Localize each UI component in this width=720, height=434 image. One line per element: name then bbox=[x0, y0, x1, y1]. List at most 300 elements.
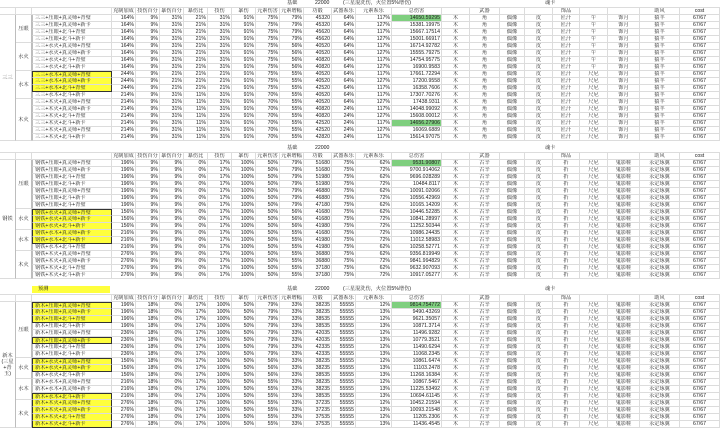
cell-combo-name[interactable]: 钢铁+水木+北斗+青璧 bbox=[32, 244, 112, 251]
cell-combo-name[interactable]: 新木+压眼+真灵师+新卡 bbox=[32, 337, 112, 344]
cell-value[interactable]: 17% bbox=[208, 181, 232, 188]
cell-value[interactable]: 55% bbox=[256, 414, 280, 421]
cell-equipment[interactable]: 鬼影鞋 bbox=[608, 302, 640, 309]
cell-value[interactable]: 24% bbox=[332, 113, 356, 120]
cell-value[interactable]: 31% bbox=[160, 113, 184, 120]
cell-equipment[interactable]: 猿羊 bbox=[640, 134, 680, 141]
cell-total-damage[interactable]: 11068.2345 bbox=[392, 351, 442, 358]
cell-value[interactable]: 12% bbox=[356, 316, 392, 323]
header-cell[interactable] bbox=[580, 152, 608, 160]
cell-value[interactable]: 17% bbox=[208, 258, 232, 265]
cell-combo-name[interactable]: 新木+水火+北斗+新卡 bbox=[32, 372, 112, 379]
group-label[interactable]: 钢铁 bbox=[0, 160, 16, 279]
cell-value[interactable]: 31% bbox=[208, 36, 232, 43]
cell-value[interactable]: 31% bbox=[160, 22, 184, 29]
cell-combo-name[interactable]: 三三+水木+真灵师+新卡 bbox=[32, 78, 112, 85]
cell-value[interactable]: 9% bbox=[160, 167, 184, 174]
cell-total-damage[interactable]: 10556.42969 bbox=[392, 195, 442, 202]
header-cell[interactable] bbox=[500, 294, 525, 302]
cell-value[interactable]: 18% bbox=[136, 337, 160, 344]
cell-equipment[interactable]: 角 bbox=[470, 99, 500, 106]
cell-value[interactable]: 62% bbox=[356, 209, 392, 216]
cell-equipment[interactable]: 折 bbox=[553, 160, 580, 167]
cell-value[interactable]: 127% bbox=[356, 50, 392, 57]
cell-equipment[interactable]: 木 bbox=[442, 64, 470, 71]
cell-total-damage[interactable]: 14650.59295 bbox=[392, 15, 442, 22]
cell-value[interactable]: 100% bbox=[232, 181, 256, 188]
cell-equipment[interactable]: 饰月 bbox=[608, 36, 640, 43]
cell-equipment[interactable]: 饰月 bbox=[608, 120, 640, 127]
cell-value[interactable]: 56% bbox=[256, 365, 280, 372]
cell-value[interactable]: 64% bbox=[332, 71, 356, 78]
cell-value[interactable]: 117% bbox=[356, 15, 392, 22]
cell-value[interactable]: 79% bbox=[280, 174, 304, 181]
cell-value[interactable]: 50% bbox=[256, 195, 280, 202]
cell-equipment[interactable]: 皮 bbox=[525, 372, 553, 379]
cell-equipment[interactable]: 折 bbox=[553, 407, 580, 414]
cell-equipment[interactable]: 67/67 bbox=[680, 92, 720, 99]
cell-equipment[interactable]: 67/67 bbox=[680, 316, 720, 323]
header-cell-empty[interactable] bbox=[16, 294, 32, 302]
cell-value[interactable]: 75% bbox=[332, 174, 356, 181]
cell-equipment[interactable]: 木 bbox=[442, 337, 470, 344]
cell-value[interactable]: 17% bbox=[184, 351, 208, 358]
cell-value[interactable]: 51980 bbox=[304, 174, 332, 181]
cell-value[interactable]: 196% bbox=[112, 181, 136, 188]
header-cell[interactable]: 武器 bbox=[470, 294, 500, 302]
cell-value[interactable]: 17% bbox=[184, 365, 208, 372]
cell-combo-name[interactable]: 三三+木火+真灵师+新卡 bbox=[32, 106, 112, 113]
cell-value[interactable]: 196% bbox=[112, 188, 136, 195]
info-note[interactable]: (三星混洗伤，火位置5%增伤) bbox=[343, 0, 412, 6]
cell-value[interactable]: 196% bbox=[112, 160, 136, 167]
cell-value[interactable]: 100% bbox=[232, 265, 256, 272]
cell-value[interactable]: 17% bbox=[208, 272, 232, 279]
cell-equipment[interactable]: 皮 bbox=[525, 407, 553, 414]
cell-equipment[interactable]: 折 bbox=[553, 344, 580, 351]
cell-value[interactable]: 100% bbox=[232, 230, 256, 237]
cell-value[interactable]: 9% bbox=[136, 106, 160, 113]
cell-value[interactable]: 276% bbox=[112, 407, 136, 414]
cell-value[interactable]: 117% bbox=[356, 57, 392, 64]
cell-equipment[interactable]: 67/67 bbox=[680, 71, 720, 78]
cell-total-damage[interactable]: 16714.92782 bbox=[392, 43, 442, 50]
cell-equipment[interactable]: 鬼影鞋 bbox=[608, 323, 640, 330]
cell-value[interactable]: 50% bbox=[256, 167, 280, 174]
cell-equipment[interactable]: 永定琢翼 bbox=[640, 251, 680, 258]
cell-value[interactable]: 216% bbox=[112, 230, 136, 237]
cell-value[interactable]: 75% bbox=[332, 195, 356, 202]
cell-value[interactable]: 62% bbox=[356, 244, 392, 251]
cell-value[interactable]: 17% bbox=[208, 216, 232, 223]
cell-value[interactable]: 276% bbox=[112, 272, 136, 279]
cell-value[interactable]: 55555 bbox=[332, 309, 356, 316]
cell-equipment[interactable]: 饰月 bbox=[608, 134, 640, 141]
cell-equipment[interactable]: 皮 bbox=[525, 134, 553, 141]
cell-value[interactable]: 91% bbox=[232, 113, 256, 120]
cell-value[interactable]: 50% bbox=[256, 216, 280, 223]
cell-value[interactable]: 56% bbox=[256, 372, 280, 379]
cell-equipment[interactable]: 角 bbox=[470, 106, 500, 113]
cell-value[interactable]: 42520 bbox=[304, 120, 332, 127]
cell-equipment[interactable]: 尺尼 bbox=[580, 209, 608, 216]
cell-equipment[interactable]: 鬼影鞋 bbox=[608, 251, 640, 258]
cell-equipment[interactable]: 折 bbox=[553, 265, 580, 272]
cell-total-damage[interactable]: 10694.61145 bbox=[392, 393, 442, 400]
cell-value[interactable]: 62% bbox=[356, 174, 392, 181]
cell-value[interactable]: 236% bbox=[112, 351, 136, 358]
cell-value[interactable]: 50% bbox=[232, 414, 256, 421]
cell-value[interactable]: 21% bbox=[184, 36, 208, 43]
cell-equipment[interactable]: 鬼影鞋 bbox=[608, 230, 640, 237]
cell-equipment[interactable]: 永定琢翼 bbox=[640, 309, 680, 316]
cell-value[interactable]: 91% bbox=[232, 64, 256, 71]
cell-value[interactable]: 100% bbox=[208, 421, 232, 428]
header-cell[interactable]: 饰品 bbox=[553, 7, 580, 15]
cell-value[interactable]: 55% bbox=[280, 258, 304, 265]
cell-combo-name[interactable]: 新木+水木+北斗+新卡 bbox=[32, 393, 112, 400]
cell-equipment[interactable]: 角 bbox=[470, 120, 500, 127]
cell-equipment[interactable]: 饰月 bbox=[608, 64, 640, 71]
cell-value[interactable]: 40520 bbox=[304, 99, 332, 106]
cell-value[interactable]: 9% bbox=[160, 195, 184, 202]
cell-equipment[interactable]: 午 bbox=[580, 29, 608, 36]
cell-equipment[interactable]: 木 bbox=[442, 216, 470, 223]
cell-equipment[interactable]: 偶像 bbox=[500, 393, 525, 400]
cell-value[interactable]: 127% bbox=[356, 113, 392, 120]
cell-equipment[interactable]: 鬼影鞋 bbox=[608, 223, 640, 230]
cell-equipment[interactable]: 鬼影鞋 bbox=[608, 400, 640, 407]
cell-value[interactable]: 9% bbox=[136, 244, 160, 251]
cell-value[interactable]: 41680 bbox=[304, 230, 332, 237]
cell-value[interactable]: 62% bbox=[356, 251, 392, 258]
header-cell[interactable]: 元素伤害 bbox=[256, 7, 280, 15]
cell-equipment[interactable]: 折 bbox=[553, 251, 580, 258]
cell-equipment[interactable]: 尺尼 bbox=[580, 216, 608, 223]
cell-equipment[interactable]: 角 bbox=[470, 57, 500, 64]
cell-value[interactable]: 11% bbox=[184, 120, 208, 127]
cell-value[interactable]: 31% bbox=[208, 50, 232, 57]
cell-equipment[interactable]: 偶像 bbox=[500, 92, 525, 99]
sub-group-label[interactable]: 木火 bbox=[16, 99, 32, 141]
cell-value[interactable]: 164% bbox=[112, 50, 136, 57]
cell-equipment[interactable]: 永定琢翼 bbox=[640, 379, 680, 386]
cell-value[interactable]: 18% bbox=[136, 302, 160, 309]
cell-equipment[interactable]: 67/67 bbox=[680, 99, 720, 106]
cell-value[interactable]: 42035 bbox=[304, 337, 332, 344]
cell-value[interactable]: 17% bbox=[184, 337, 208, 344]
cell-value[interactable]: 42520 bbox=[304, 127, 332, 134]
cell-equipment[interactable]: 偶像 bbox=[500, 400, 525, 407]
cell-value[interactable]: 214% bbox=[112, 134, 136, 141]
cell-equipment[interactable]: 木 bbox=[442, 309, 470, 316]
cell-equipment[interactable]: 67/67 bbox=[680, 330, 720, 337]
sub-group-label[interactable]: 木火 bbox=[16, 400, 32, 428]
cell-equipment[interactable]: 古辛 bbox=[470, 181, 500, 188]
cell-value[interactable]: 196% bbox=[112, 302, 136, 309]
cell-equipment[interactable]: 皮 bbox=[525, 272, 553, 279]
cell-equipment[interactable]: 偶像 bbox=[500, 244, 525, 251]
cell-total-damage[interactable]: 9621.35057 bbox=[392, 316, 442, 323]
cell-equipment[interactable]: 尺尼 bbox=[580, 188, 608, 195]
cell-combo-name[interactable]: 三三+水火+北斗+新卡 bbox=[32, 64, 112, 71]
cell-value[interactable]: 18% bbox=[136, 379, 160, 386]
cell-total-damage[interactable]: 14754.95775 bbox=[392, 57, 442, 64]
header-cell[interactable]: 武器系乐 bbox=[332, 7, 356, 15]
header-cell[interactable] bbox=[442, 152, 470, 160]
cell-total-damage[interactable]: 11205.2306 bbox=[392, 414, 442, 421]
cell-equipment[interactable]: 尺尼 bbox=[580, 358, 608, 365]
cell-equipment[interactable]: 尺尼 bbox=[580, 71, 608, 78]
cell-combo-name[interactable]: 钢铁+压眼+北斗+新卡 bbox=[32, 195, 112, 202]
cell-equipment[interactable]: 偶像 bbox=[500, 230, 525, 237]
cell-combo-name[interactable]: 新木+木火+真灵师+新卡 bbox=[32, 407, 112, 414]
cell-equipment[interactable]: 偶像 bbox=[500, 71, 525, 78]
cell-value[interactable]: 55555 bbox=[332, 337, 356, 344]
cell-equipment[interactable]: 饰月 bbox=[608, 29, 640, 36]
cell-combo-name[interactable]: 新木+水火+真灵师+青璧 bbox=[32, 358, 112, 365]
cell-value[interactable]: 9% bbox=[160, 244, 184, 251]
cell-value[interactable]: 100% bbox=[232, 272, 256, 279]
cell-value[interactable]: 100% bbox=[208, 414, 232, 421]
cell-value[interactable]: 17% bbox=[184, 323, 208, 330]
cell-value[interactable]: 18% bbox=[136, 407, 160, 414]
cell-equipment[interactable]: 木 bbox=[442, 393, 470, 400]
cell-value[interactable]: 12% bbox=[356, 302, 392, 309]
cell-combo-name[interactable]: 新木+木火+北斗+新卡 bbox=[32, 421, 112, 428]
cell-value[interactable]: 0% bbox=[160, 386, 184, 393]
cell-value[interactable]: 13% bbox=[356, 407, 392, 414]
cell-value[interactable]: 13% bbox=[356, 323, 392, 330]
cell-value[interactable]: 75% bbox=[256, 85, 280, 92]
cell-equipment[interactable]: 猿羊 bbox=[640, 29, 680, 36]
cell-equipment[interactable]: 永定琢翼 bbox=[640, 202, 680, 209]
cell-equipment[interactable]: 古辛 bbox=[470, 330, 500, 337]
cell-value[interactable]: 55555 bbox=[332, 323, 356, 330]
cell-equipment[interactable]: 67/67 bbox=[680, 344, 720, 351]
cell-total-damage[interactable]: 10446.52285 bbox=[392, 209, 442, 216]
cell-total-damage[interactable]: 15608.00012 bbox=[392, 113, 442, 120]
cell-value[interactable]: 0% bbox=[160, 407, 184, 414]
cell-equipment[interactable]: 67/67 bbox=[680, 29, 720, 36]
cell-equipment[interactable]: 匠汗 bbox=[553, 113, 580, 120]
cell-value[interactable]: 31% bbox=[208, 113, 232, 120]
cell-total-damage[interactable]: 10452.21594 bbox=[392, 400, 442, 407]
cell-equipment[interactable]: 永定琢翼 bbox=[640, 302, 680, 309]
cell-equipment[interactable]: 尺尼 bbox=[580, 92, 608, 99]
cell-value[interactable]: 18% bbox=[136, 344, 160, 351]
cell-equipment[interactable]: 古辛 bbox=[470, 237, 500, 244]
cell-equipment[interactable]: 匠汗 bbox=[553, 120, 580, 127]
header-cell[interactable]: cost bbox=[680, 294, 720, 302]
cell-value[interactable]: 79% bbox=[280, 36, 304, 43]
header-cell[interactable]: 技伤 bbox=[208, 152, 232, 160]
cell-value[interactable]: 72% bbox=[356, 258, 392, 265]
cell-value[interactable]: 0% bbox=[184, 188, 208, 195]
cell-equipment[interactable]: 67/67 bbox=[680, 372, 720, 379]
cell-equipment[interactable]: 尺尼 bbox=[580, 302, 608, 309]
cell-equipment[interactable]: 饰月 bbox=[608, 71, 640, 78]
cell-equipment[interactable]: 永定琢翼 bbox=[640, 195, 680, 202]
cell-value[interactable]: 75% bbox=[256, 29, 280, 36]
cell-equipment[interactable]: 尺尼 bbox=[580, 344, 608, 351]
cell-equipment[interactable]: 角 bbox=[470, 50, 500, 57]
cell-equipment[interactable]: 角 bbox=[470, 36, 500, 43]
cell-equipment[interactable]: 67/67 bbox=[680, 43, 720, 50]
cell-value[interactable]: 75% bbox=[256, 22, 280, 29]
cell-equipment[interactable]: 木 bbox=[442, 323, 470, 330]
cell-value[interactable]: 100% bbox=[232, 160, 256, 167]
cell-value[interactable]: 18% bbox=[136, 421, 160, 428]
cell-value[interactable]: 0% bbox=[160, 414, 184, 421]
cell-value[interactable]: 50% bbox=[256, 209, 280, 216]
info-card-label[interactable]: 魂卡 bbox=[545, 0, 556, 6]
cell-value[interactable]: 33% bbox=[280, 330, 304, 337]
cell-equipment[interactable]: 木 bbox=[442, 106, 470, 113]
cell-value[interactable]: 75% bbox=[332, 237, 356, 244]
header-cell[interactable]: 暴伤 bbox=[232, 294, 256, 302]
cell-value[interactable]: 91% bbox=[232, 85, 256, 92]
cell-value[interactable]: 31% bbox=[160, 127, 184, 134]
cell-value[interactable]: 75% bbox=[256, 78, 280, 85]
cell-value[interactable]: 31% bbox=[208, 57, 232, 64]
cell-equipment[interactable]: 永定琢翼 bbox=[640, 258, 680, 265]
cell-equipment[interactable]: 木 bbox=[442, 230, 470, 237]
cell-value[interactable]: 55% bbox=[280, 99, 304, 106]
header-cell[interactable]: 助风 bbox=[640, 7, 680, 15]
cell-equipment[interactable]: 偶像 bbox=[500, 323, 525, 330]
cell-value[interactable]: 64% bbox=[332, 78, 356, 85]
cell-equipment[interactable]: 折 bbox=[553, 272, 580, 279]
cell-value[interactable]: 38235 bbox=[304, 302, 332, 309]
cell-combo-name[interactable]: 钢铁+压眼+真灵师+青璧 bbox=[32, 188, 112, 195]
cell-equipment[interactable]: 永定琢翼 bbox=[640, 160, 680, 167]
cell-value[interactable]: 117% bbox=[356, 85, 392, 92]
cell-total-damage[interactable]: 11252.50344 bbox=[392, 223, 442, 230]
cell-equipment[interactable]: 折 bbox=[553, 386, 580, 393]
cell-value[interactable]: 17% bbox=[208, 237, 232, 244]
cell-value[interactable]: 91% bbox=[232, 36, 256, 43]
cell-total-damage[interactable]: 9356.819949 bbox=[392, 251, 442, 258]
cell-equipment[interactable]: 折 bbox=[553, 202, 580, 209]
cell-value[interactable]: 75% bbox=[332, 251, 356, 258]
cell-equipment[interactable]: 67/67 bbox=[680, 237, 720, 244]
cell-value[interactable]: 33% bbox=[280, 400, 304, 407]
cell-value[interactable]: 156% bbox=[112, 216, 136, 223]
cell-value[interactable]: 50% bbox=[232, 386, 256, 393]
cell-value[interactable]: 91% bbox=[232, 127, 256, 134]
cell-value[interactable]: 79% bbox=[256, 302, 280, 309]
cell-value[interactable]: 9% bbox=[136, 174, 160, 181]
cell-equipment[interactable]: 67/67 bbox=[680, 393, 720, 400]
cell-value[interactable]: 50% bbox=[256, 251, 280, 258]
cell-value[interactable]: 0% bbox=[184, 167, 208, 174]
cell-value[interactable]: 55555 bbox=[332, 421, 356, 428]
cell-total-damage[interactable]: 10091.02066 bbox=[392, 188, 442, 195]
cell-value[interactable]: 11% bbox=[184, 134, 208, 141]
cell-value[interactable]: 64% bbox=[332, 92, 356, 99]
cell-value[interactable]: 91% bbox=[232, 120, 256, 127]
info-basic-value[interactable]: 22000 bbox=[315, 145, 330, 151]
cell-value[interactable]: 24% bbox=[332, 106, 356, 113]
cell-equipment[interactable]: 偶像 bbox=[500, 64, 525, 71]
cell-value[interactable]: 9% bbox=[160, 188, 184, 195]
cell-value[interactable]: 17% bbox=[184, 386, 208, 393]
cell-value[interactable]: 55% bbox=[280, 78, 304, 85]
cell-equipment[interactable]: 木 bbox=[442, 36, 470, 43]
cell-value[interactable]: 18% bbox=[136, 372, 160, 379]
cell-value[interactable]: 17% bbox=[184, 393, 208, 400]
cell-total-damage[interactable]: 10484.8117 bbox=[392, 181, 442, 188]
cell-equipment[interactable]: 古辛 bbox=[470, 414, 500, 421]
cell-value[interactable]: 21% bbox=[160, 71, 184, 78]
cell-equipment[interactable]: 猿羊 bbox=[640, 50, 680, 57]
cell-equipment[interactable]: 永定琢翼 bbox=[640, 209, 680, 216]
info-card-label[interactable]: 魂卡 bbox=[545, 145, 556, 151]
cell-value[interactable]: 79% bbox=[280, 195, 304, 202]
cell-total-damage[interactable]: 15001.66917 bbox=[392, 36, 442, 43]
cell-equipment[interactable]: 偶像 bbox=[500, 386, 525, 393]
header-cell[interactable]: 元素系乐 bbox=[356, 7, 392, 15]
cell-value[interactable]: 50% bbox=[256, 202, 280, 209]
cell-value[interactable]: 9% bbox=[136, 36, 160, 43]
cell-total-damage[interactable]: 17200.9558 bbox=[392, 78, 442, 85]
cell-equipment[interactable]: 永定琢翼 bbox=[640, 167, 680, 174]
cell-equipment[interactable]: 永定琢翼 bbox=[640, 386, 680, 393]
cell-value[interactable]: 42820 bbox=[304, 134, 332, 141]
header-cell[interactable]: 元素增幅 bbox=[280, 294, 304, 302]
cell-equipment[interactable]: 尺尼 bbox=[580, 181, 608, 188]
cell-equipment[interactable]: 古辛 bbox=[470, 337, 500, 344]
cell-equipment[interactable]: 偶像 bbox=[500, 365, 525, 372]
cell-equipment[interactable]: 木 bbox=[442, 174, 470, 181]
cell-equipment[interactable]: 饰月 bbox=[608, 92, 640, 99]
cell-equipment[interactable]: 鬼影鞋 bbox=[608, 330, 640, 337]
cell-equipment[interactable]: 猿羊 bbox=[640, 43, 680, 50]
cell-total-damage[interactable]: 16900.9583 bbox=[392, 64, 442, 71]
header-cell[interactable]: 技伤百分 bbox=[136, 152, 160, 160]
cell-value[interactable]: 100% bbox=[232, 209, 256, 216]
cell-value[interactable]: 276% bbox=[112, 265, 136, 272]
cell-value[interactable]: 37535 bbox=[304, 421, 332, 428]
cell-value[interactable]: 56% bbox=[280, 209, 304, 216]
cell-equipment[interactable]: 皮 bbox=[525, 120, 553, 127]
cell-value[interactable]: 64% bbox=[332, 43, 356, 50]
cell-value[interactable]: 9% bbox=[160, 181, 184, 188]
cell-value[interactable]: 50% bbox=[232, 407, 256, 414]
cell-value[interactable]: 9% bbox=[136, 188, 160, 195]
cell-value[interactable]: 17% bbox=[208, 244, 232, 251]
cell-value[interactable]: 33% bbox=[280, 365, 304, 372]
cell-value[interactable]: 0% bbox=[160, 316, 184, 323]
cell-equipment[interactable]: 木 bbox=[442, 29, 470, 36]
cell-equipment[interactable]: 木 bbox=[442, 365, 470, 372]
cell-equipment[interactable]: 鬼影鞋 bbox=[608, 160, 640, 167]
cell-equipment[interactable]: 饰月 bbox=[608, 85, 640, 92]
cell-equipment[interactable]: 匠汗 bbox=[553, 29, 580, 36]
cell-equipment[interactable]: 尺尼 bbox=[580, 309, 608, 316]
cell-equipment[interactable]: 木 bbox=[442, 181, 470, 188]
cell-equipment[interactable]: 猿羊 bbox=[640, 99, 680, 106]
cell-value[interactable]: 56% bbox=[280, 64, 304, 71]
cell-combo-name[interactable]: 新木+水木+真灵师+青璧 bbox=[32, 379, 112, 386]
cell-equipment[interactable]: 木 bbox=[442, 316, 470, 323]
cell-combo-name[interactable]: 三三+木火+真灵师+青璧 bbox=[32, 127, 112, 134]
cell-value[interactable]: 50% bbox=[256, 272, 280, 279]
cell-value[interactable]: 31% bbox=[160, 92, 184, 99]
cell-value[interactable]: 50% bbox=[232, 302, 256, 309]
cell-value[interactable]: 100% bbox=[208, 351, 232, 358]
